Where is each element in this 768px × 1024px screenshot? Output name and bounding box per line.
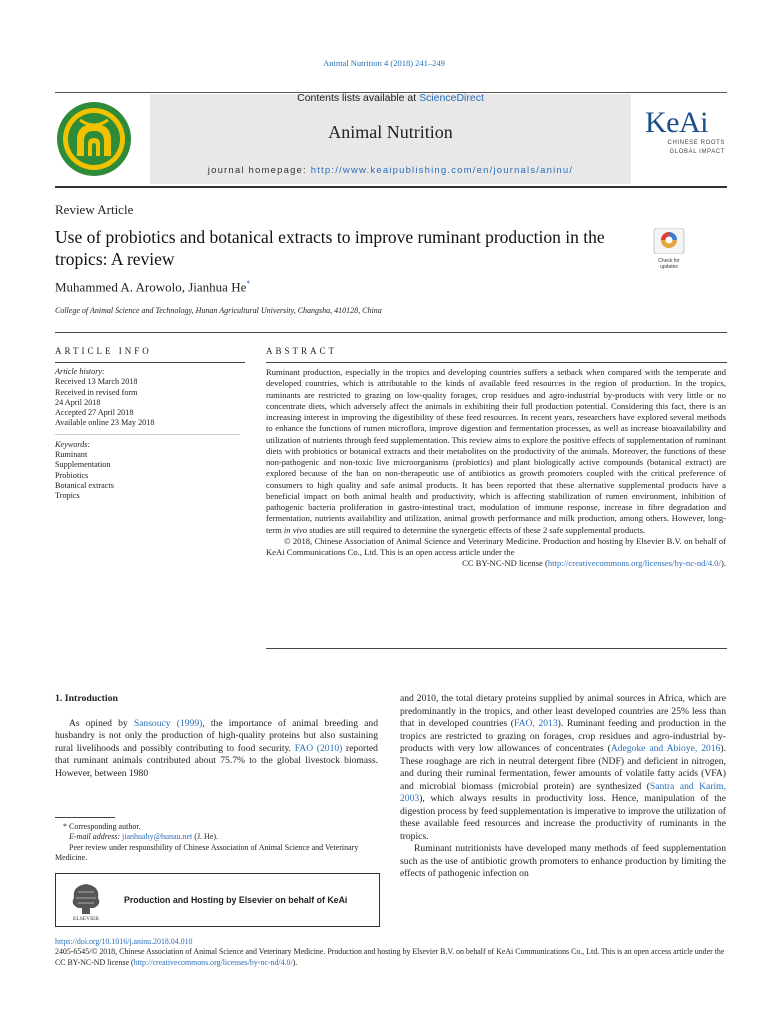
check-label-1: Check for [658,258,680,264]
bottom-suffix: ). [292,957,298,967]
elsevier-tree-icon [64,878,108,922]
ref-link[interactable]: FAO, 2013 [514,718,558,729]
ref-link[interactable]: FAO (2010) [294,742,343,754]
article-info-rule [55,362,245,363]
history-label: Article history: [55,367,105,376]
doi-link[interactable]: https://doi.org/10.1016/j.aninu.2018.04.010 [55,937,193,946]
journal-citation[interactable]: Animal Nutrition 4 (2018) 241–249 [323,58,445,68]
keai-tagline-2: GLOBAL IMPACT [669,149,725,155]
email-suffix: (J. He). [192,832,219,842]
abstract-bottom-rule [266,648,727,649]
bottom-license-link[interactable]: http://creativecommons.org/licenses/by-nc-nd/4.0/ [133,957,293,967]
abstract-body [266,367,726,570]
keyword-item: Botanical extracts [55,480,114,490]
intro-paragraph-1 [55,718,378,781]
email-link[interactable]: jianhuahy@hunau.net [122,832,193,842]
sciencedirect-link[interactable]: ScienceDirect [419,92,484,104]
keyword-item: Ruminant [55,450,88,460]
ref-link[interactable]: Sansoucy (1999) [133,717,203,729]
footnote-rule [55,817,115,818]
license-prefix: CC BY-NC-ND license ( [462,558,548,569]
body-left-column [55,693,378,780]
bottom-matter [55,937,727,968]
elsevier-logo-label: ELSEVIER [73,916,99,922]
text-span: ). These roughage are rich in neutral detergent fibre (NDF) and deficient in nitrogen, and during their ruminal fermentation, fewer amounts of volatile fatty acids (VFA) and microbial biomass (microbial protein) are synthesized ( [400,743,726,792]
article-title: Use of probiotics and botanical extracts to improve ruminant production in the tropics: A review [55,227,605,269]
journal-homepage [150,165,631,176]
keai-wordmark: KeAi [645,106,708,139]
info-divider [55,434,240,435]
ref-link[interactable]: Adegoke and Abioye, 2016 [610,743,721,754]
author-affiliation: College of Animal Science and Technology, Hunan Agricultural University, Changsha, 410128, China [55,306,382,315]
peer-review-footnote: Peer review under responsibility of Chinese Association of Animal Science and Veterinary Medicine. [55,842,359,862]
ref-link[interactable]: Santra and Karim, 2003 [400,780,726,804]
abstract-text-end: studies are still required to determine the synergetic effects of these 2 safe supplemental products. [307,524,646,535]
corresponding-author-mark[interactable]: * [246,279,251,288]
right-paragraph-2: Ruminant nutritionists have developed many methods of feed supplementation such as the use of antibiotic growth promoters to enhance production by limiting the effects of pathogenic infection on [400,843,726,879]
keyword-item: Tropics [55,491,80,501]
check-for-updates-icon [650,228,688,254]
history-item: Accepted 27 April 2018 [55,408,134,418]
text-span: ). Ruminant feeding and production in the tropics are restricted to grazing on forages, crop residues and agro-industrial by-products with very low allowances of concentrates ( [400,718,726,754]
author-names: Muhammed A. Arowolo, Jianhua He [55,279,247,295]
email-label: E-mail address: [69,832,123,842]
history-item: Available online 23 May 2018 [55,418,155,428]
history-item: Received in revised form [55,387,138,397]
homepage-link[interactable]: http://www.keaipublishing.com/en/journals/aninu/ [310,165,574,176]
history-item: 24 April 2018 [55,397,101,407]
check-label-2: updates [660,263,678,270]
text-span: As opined by [69,717,134,729]
elsevier-hosting-text: Production and Hosting by Elsevier on behalf of KeAi [124,895,348,905]
license-suffix: ). [720,558,726,569]
keyword-item: Probiotics [55,470,89,480]
homepage-prefix: journal homepage: [207,165,311,176]
article-info-heading: ARTICLE INFO [55,346,152,356]
contents-line [150,92,631,104]
article-authors [55,279,250,295]
abstract-heading: ABSTRACT [266,346,338,356]
abstract-top-rule [266,362,727,363]
license-link[interactable]: http://creativecommons.org/licenses/by-nc-nd/4.0/ [547,558,721,569]
animal-nutrition-emblem-icon [55,100,133,178]
email-footnote [55,832,380,842]
article-info [55,367,245,502]
masthead-bottom-rule [55,186,727,188]
keywords-label: Keywords: [55,439,91,449]
text-span: reported that ruminant animals contributed about 75.7% to the global livestock biomass. However, between 1980 [55,742,378,779]
header-bottom-rule [55,332,727,333]
bottom-license-line [55,947,727,968]
abstract-license [266,558,726,569]
text-span: and 2010, the total dietary proteins supplied by animal sources in Africa, which are predominantly in the tropics, and other least developed countries are 25% less than that in developed countries ( [400,693,726,729]
bottom-line-text: 2405-6545/© 2018, Chinese Association of Animal Science and Veterinary Medicine. Production and hosting by Elsevier B.V. on behalf of KeAi Communications Co., Ltd. This is an open access article under the CC BY-NC-ND license ( [55,947,725,967]
article-type: Review Article [55,202,134,217]
keyword-item: Supplementation [55,460,111,470]
body-right-column [400,693,726,881]
abstract-italic: in vivo [283,524,308,535]
keai-logo [645,108,735,156]
abstract-copyright: © 2018, Chinese Association of Animal Science and Veterinary Medicine. Production and hosting by Elsevier B.V. on behalf of KeAi Communications Co., Ltd. This is an open access article under the [266,535,726,557]
text-span: , the importance of animal breeding and husbandry is not only the production of high-quality proteins but also sustaining rural livelihoods and possibly contributing to food security. [55,717,378,754]
abstract-paragraph [266,367,726,536]
elsevier-hosting-box [55,873,380,927]
journal-title: Animal Nutrition [328,122,453,142]
introduction-heading: 1. Introduction [55,693,118,704]
check-for-updates-badge[interactable] [650,228,688,270]
contents-prefix: Contents lists available at [297,92,420,104]
right-paragraph-1 [400,693,726,843]
text-span: ), which always results in productivity loss. Hence, manipulation of the digestion process by feed supplementation is imperative to improve the utilization of these available feed resources and increase the productivity of ruminants in the tropics. [400,793,726,842]
history-item: Received 13 March 2018 [55,377,138,387]
keai-tagline-1: CHINESE ROOTS [667,140,725,146]
corresponding-footnote: * Corresponding author. [63,822,141,831]
footnotes [55,822,380,863]
abstract-text: Ruminant production, especially in the tropics and developing countries suffers a setback when compared with the temperate and developed countries, which is attributable to the kinds of available feed resources in the region of production. In the tropics, ruminants are restricted to grazing on low-quality forages, crop residues and agro-industrial by-products with very little or no concentrate diets, which adversely affect the animals in exhibiting their full production potential. Considering this fact, there is an increasing interest in improving the digestibility of these feed resources. In recent years, researchers have explored several methods to enhance the functions of rumen microflora, improve digestion and fermentation processes, as well as increase bioavailability and utilization of nutrients through feed supplementation. This review aims to explore the positive effects of supplementation of ruminant diets with probiotics or botanical extracts and their metabolites on the productivity of the animals. Moreover, the functions of these non-pathogenic and non-toxic live microorganisms (probiotics) and plant biologically active compounds (botanical extract) are explored because of the ban on non-therapeutic use of antibiotics as growth promoters coupled with the critical preference of consumers to high quality and safe animal products. It has been reported that these alternative supplemental products have a beneficial impact on both animal health and productivity, which is affecting stabilization of rumen environment, inhibition of pathogenic bacteria proliferation in gastro-intestinal tract, modulation of immune response, increase in fibre degradation and fermentation, nutrients availability and utilization, animal growth performance and milk production, among others. However, long-term [266,367,726,535]
